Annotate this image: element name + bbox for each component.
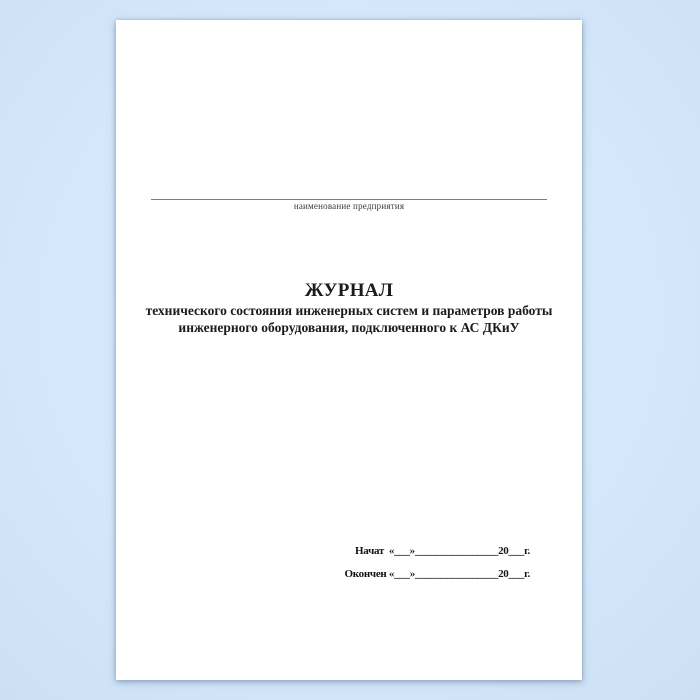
journal-cover-page (116, 20, 582, 680)
company-name-line (151, 199, 547, 200)
journal-subtitle-line2: инженерного оборудования, подключенного к АС ДКиУ (178, 320, 520, 335)
dates-block (345, 544, 530, 590)
title-block (116, 279, 582, 337)
company-name-caption: наименование предприятия (293, 201, 405, 211)
finished-date-row: Окончен «___»________________20___г. (344, 568, 530, 580)
journal-subtitle-line1: технического состояния инженерных систем и параметров работы (145, 303, 553, 318)
journal-title: ЖУРНАЛ (304, 280, 394, 301)
company-name-field (151, 199, 547, 212)
started-date-row: Начат «___»________________20___г. (355, 545, 530, 557)
